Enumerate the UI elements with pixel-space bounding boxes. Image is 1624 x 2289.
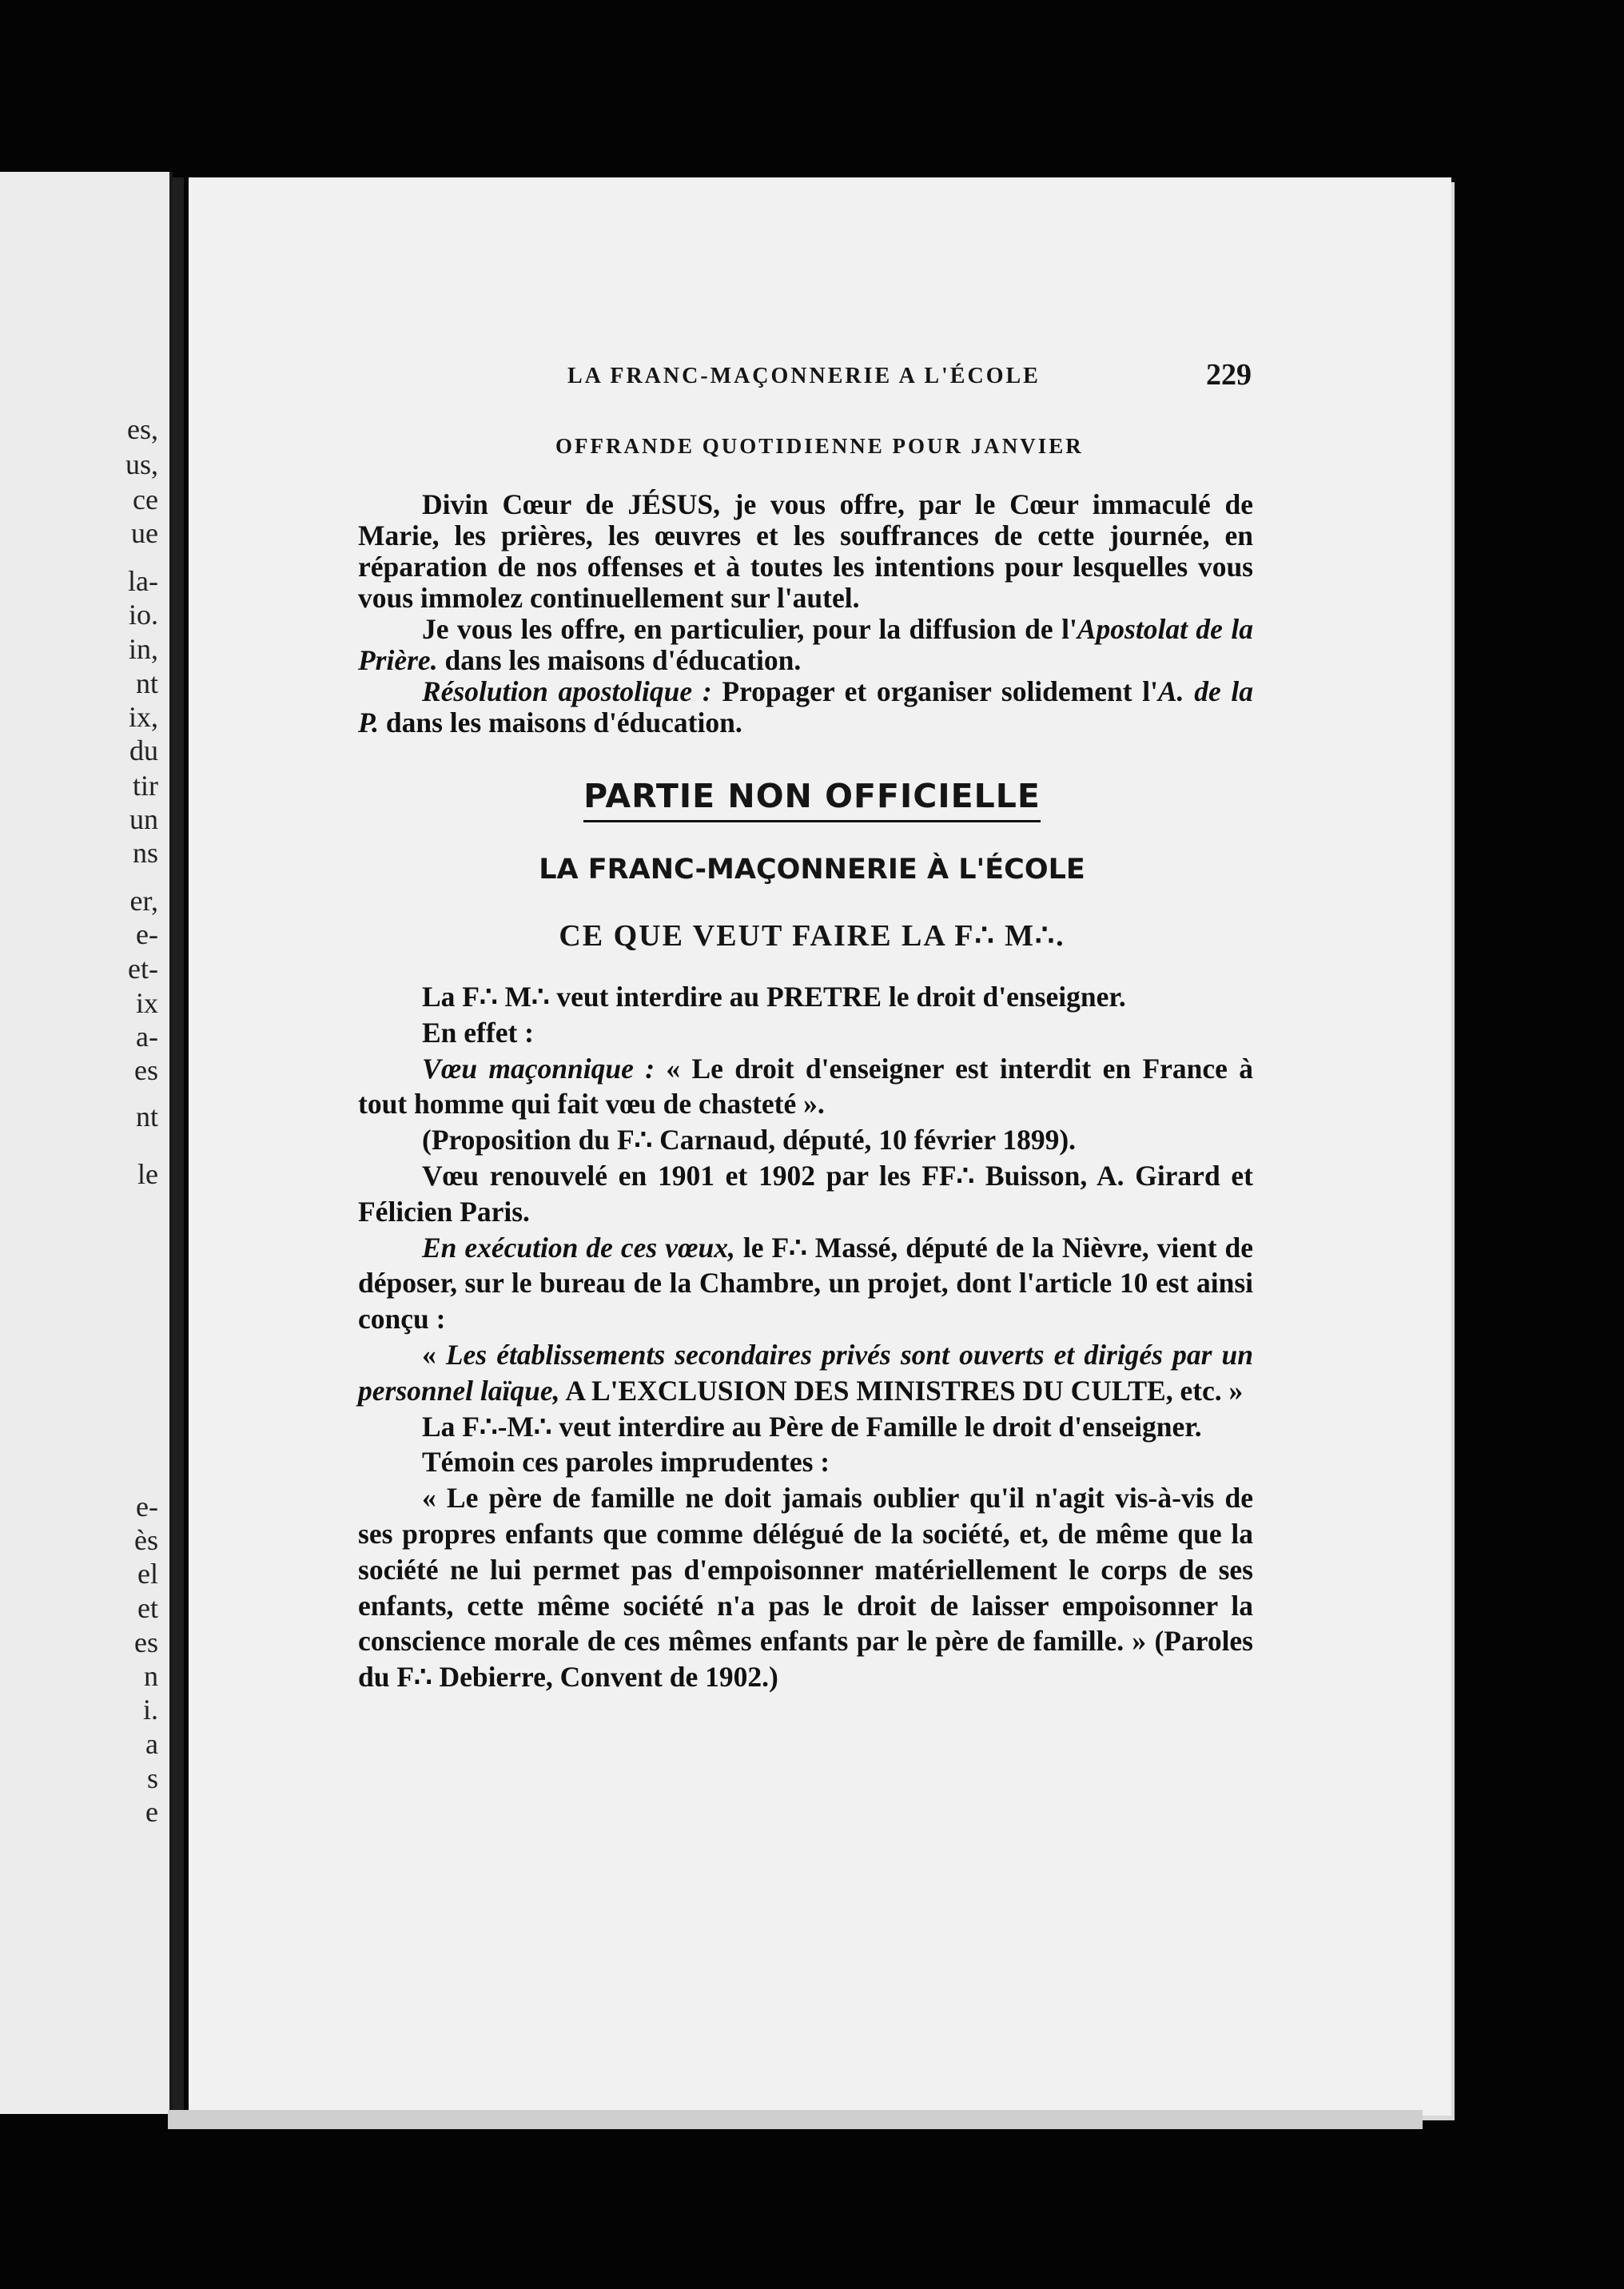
- fragment: e-: [136, 1491, 158, 1523]
- fragment: et-: [128, 953, 158, 985]
- article-subtitle: CE QUE VEUT FAIRE LA F∴ M∴.: [559, 919, 1065, 953]
- article-paragraph: [358, 1337, 1253, 1409]
- offrande-paragraph-2: [358, 614, 1253, 676]
- fragment: ce: [133, 484, 158, 516]
- fragment: tir: [133, 770, 158, 802]
- offrande-paragraph-3: [358, 676, 1253, 738]
- fragment: le: [137, 1158, 158, 1190]
- fragment: n: [144, 1660, 158, 1692]
- running-title: LA FRANC-MAÇONNERIE A L'ÉCOLE: [567, 364, 1041, 388]
- fragment: nt: [135, 667, 158, 699]
- fragment: ès: [134, 1524, 158, 1556]
- text-run: Je vous les offre, en particulier, pour la diffusion de l': [422, 613, 1077, 645]
- text-run: le F∴ Massé, député de la Nièvre, vient de déposer, sur le bureau de la Chambre, un projet, dont l'article 10 est ainsi conçu :: [358, 1231, 1253, 1336]
- text-run: dans les maisons d'éducation.: [437, 644, 802, 676]
- fragment: du: [129, 734, 158, 766]
- offrande-title: OFFRANDE QUOTIDIENNE POUR JANVIER: [555, 434, 1084, 458]
- article-paragraph: (Proposition du F∴ Carnaud, député, 10 février 1899).: [422, 1124, 1077, 1156]
- section-heading: [0, 777, 1624, 822]
- article-title: LA FRANC-MAÇONNERIE À L'ÉCOLE: [539, 854, 1085, 886]
- article-paragraph: En effet :: [422, 1016, 534, 1049]
- text-run-italic: En exécution de ces vœux,: [422, 1231, 735, 1264]
- page-number: 229: [1206, 358, 1252, 392]
- text-run: «: [422, 1338, 446, 1371]
- article-paragraph: « Le père de famille ne doit jamais oublier qu'il n'agit vis-à-vis de ses propres enfants que comme délégué de la société, et, de même que la société ne lui permet pas d'empoisonner matériellement le corps de ses enfants, cette même société n'a pas le droit de laisser empoisonner la conscience morale de ces mêmes enfants par le père de famille. » (Paroles du F∴ Debierre, Convent de 1902.): [358, 1482, 1253, 1694]
- article-paragraph: La F∴-M∴ veut interdire au Père de Famille le droit d'enseigner.: [422, 1410, 1202, 1443]
- fragment: io.: [128, 599, 158, 631]
- fragment: nt: [135, 1101, 158, 1133]
- fragment: el: [137, 1558, 158, 1590]
- fragment: ix: [135, 987, 158, 1019]
- article-paragraph: Vœu renouvelé en 1901 et 1902 par les FF∴ Buisson, A. Girard et Félicien Paris.: [358, 1159, 1253, 1228]
- fragment: a-: [136, 1021, 158, 1053]
- text-run: A L'EXCLUSION DES MINISTRES DU CULTE, etc. »: [559, 1374, 1244, 1407]
- page-edge: [168, 2110, 1423, 2129]
- fragment: un: [129, 803, 158, 835]
- fragment: es: [134, 1054, 158, 1086]
- fragment: ns: [132, 837, 158, 869]
- fragment: es,: [127, 413, 158, 445]
- fragment: ix,: [128, 701, 158, 733]
- fragment: e: [145, 1796, 158, 1828]
- article-paragraph: La F∴ M∴ veut interdire au PRETRE le droit d'enseigner.: [422, 981, 1126, 1013]
- article-body: [358, 979, 1253, 1695]
- fragment: us,: [125, 448, 158, 480]
- fragment: in,: [128, 633, 158, 665]
- fragment: a: [145, 1728, 158, 1760]
- fragment: e-: [136, 918, 158, 950]
- text-run: Propager et organiser solidement l': [711, 675, 1158, 707]
- facing-page-left: [0, 172, 173, 2114]
- offrande-paragraph-1: Divin Cœur de JÉSUS, je vous offre, par le Cœur immaculé de Marie, les prières, les œuvres et les souffrances de cette journée, en réparation de nos offenses et à toutes les intentions pour lesquelles vous vous immolez continuellement sur l'autel.: [358, 488, 1253, 614]
- fragment: i.: [142, 1694, 158, 1726]
- text-run-italic: Les établissements secondaires privés sont ouverts et dirigés par un personnel laïque,: [358, 1338, 1253, 1407]
- fragment: ue: [131, 517, 158, 549]
- text-run: « Le droit d'enseigner est interdit en France à tout homme qui fait vœu de chasteté ».: [358, 1052, 1253, 1121]
- offrande-block: [358, 489, 1253, 738]
- fragment: la-: [128, 565, 158, 597]
- fragment: s: [146, 1762, 158, 1794]
- section-title: PARTIE NON OFFICIELLE: [583, 777, 1041, 822]
- fragment: et: [137, 1592, 158, 1624]
- fragment: es: [134, 1626, 158, 1658]
- article-paragraph: Témoin ces paroles imprudentes :: [422, 1446, 830, 1479]
- article-paragraph: [358, 1051, 1253, 1123]
- article-paragraph: [358, 1230, 1253, 1337]
- text-run: dans les maisons d'éducation.: [378, 707, 742, 738]
- text-run-italic: Vœu maçonnique :: [422, 1052, 655, 1085]
- text-run-italic: Apostolat de la Prière.: [358, 613, 1253, 676]
- text-run-italic: Résolution apostolique :: [422, 675, 712, 707]
- fragment: er,: [129, 885, 158, 917]
- text-run-italic: A. de la P.: [358, 675, 1253, 738]
